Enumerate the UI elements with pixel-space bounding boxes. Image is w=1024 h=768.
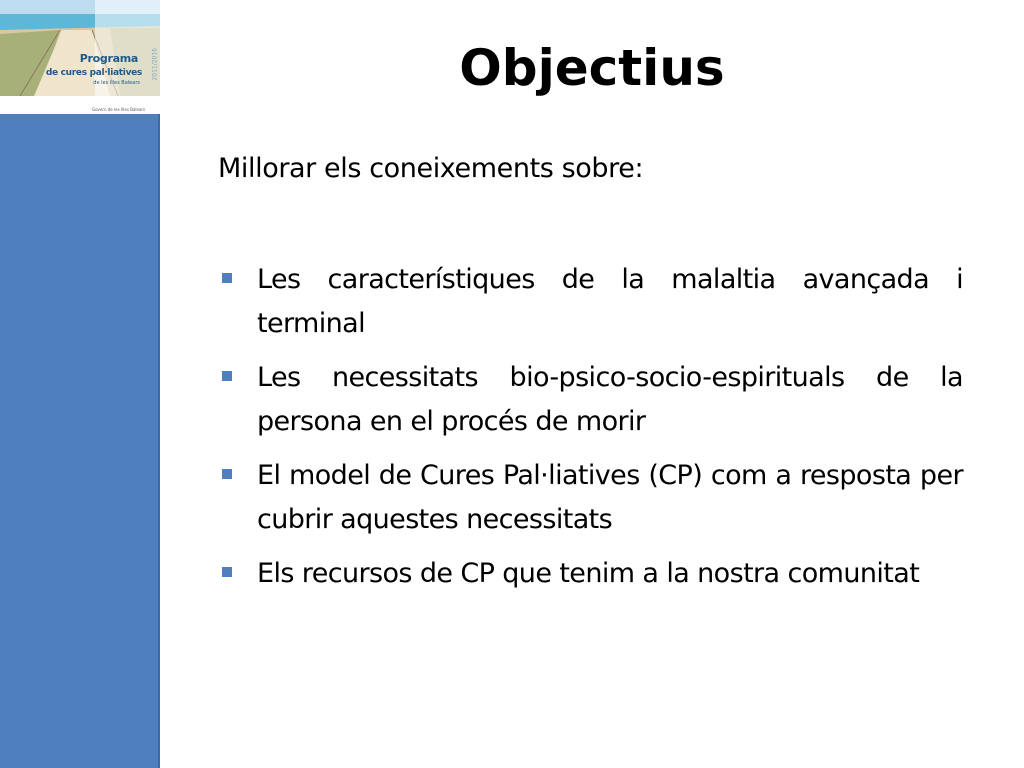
logo-cures-label: de cures pal·liatives [45,68,142,78]
list-item-text: Les característiques de la malaltia avançada i terminal [257,264,963,339]
slide-title: Objectius [459,39,725,97]
list-item-text: Les necessitats bio-psico-socio-espirituals de la persona en el procés de morir [257,362,963,437]
list-item [218,356,963,444]
square-bullet-icon [222,469,232,479]
list-item-text: Els recursos de CP que tenim a la nostra comunitat [257,558,920,589]
logo-footer-text: Govern de les Illes Balears [92,107,146,112]
side-accent-bar [0,114,160,768]
left-panel [0,0,160,768]
logo-region-label: de les Illes Balears [93,80,140,86]
list-item-text: El model de Cures Pal·liatives (CP) com a resposta per cubrir aquestes necessitats [257,460,963,535]
list-item [218,552,963,596]
program-logo [0,0,160,114]
list-item [218,454,963,542]
square-bullet-icon [222,567,232,577]
logo-year: 2011/2016 [152,48,159,81]
intro-text: Millorar els coneixements sobre: [218,153,644,184]
logo-program-label: Programa [79,52,138,65]
objectives-list [218,258,963,606]
square-bullet-icon [222,273,232,283]
list-item [218,258,963,346]
square-bullet-icon [222,371,232,381]
